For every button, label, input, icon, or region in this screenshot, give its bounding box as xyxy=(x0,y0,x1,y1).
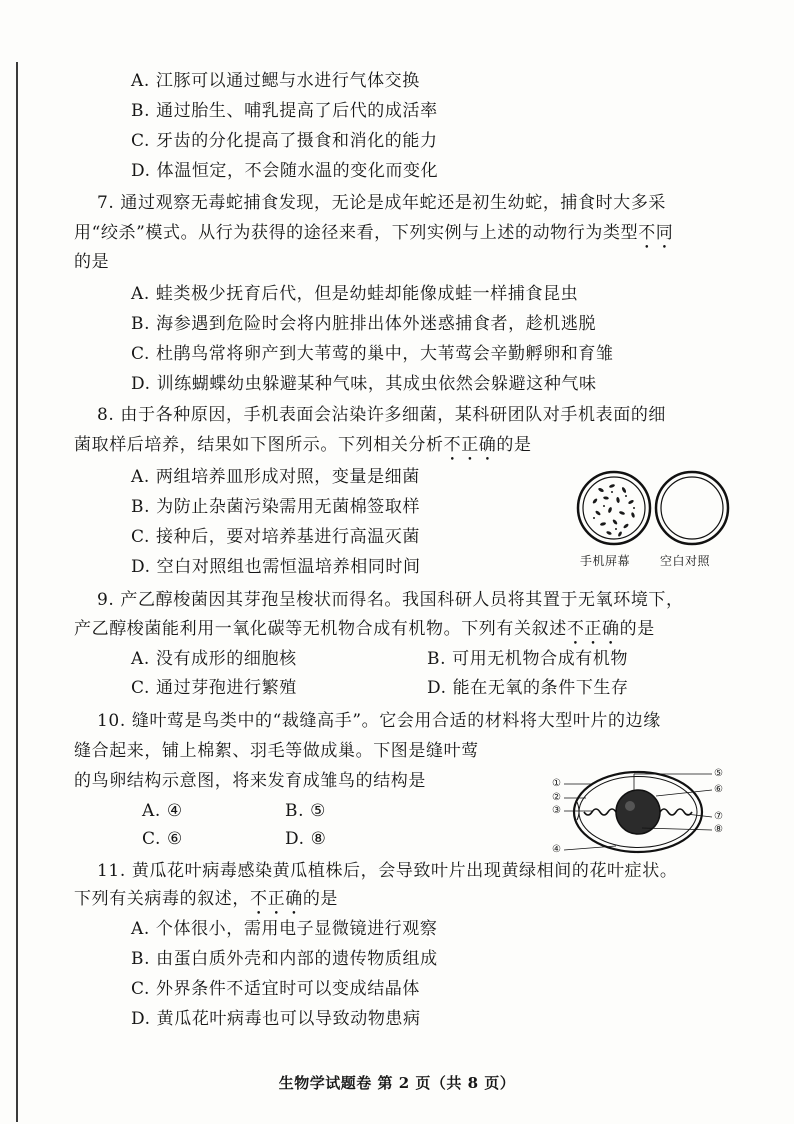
q9-option-b: B. 可用无机物合成有机物 xyxy=(427,649,629,669)
q10-option-c: C. ⑥ xyxy=(142,829,183,849)
q11-stem-line1: 11. 黄瓜花叶病毒感染黄瓜植株后，会导致叶片出现黄绿相间的花叶症状。 xyxy=(97,861,678,881)
q11-option-c: C. 外界条件不适宜时可以变成结晶体 xyxy=(131,979,421,999)
q6-option-b: B. 通过胎生、哺乳提高了后代的成活率 xyxy=(131,101,438,121)
q10-option-d: D. ⑧ xyxy=(285,829,327,849)
petri-label-phone-screen: 手机屏幕 xyxy=(580,554,631,568)
q7-option-c: C. 杜鹃鸟常将卵产到大苇莺的巢中，大苇莺会辛勤孵卵和育雏 xyxy=(131,344,614,364)
q9-stem-line1: 9. 产乙醇梭菌因其芽孢呈梭状而得名。我国科研人员将其置于无氧环境下， xyxy=(97,590,684,610)
q7-option-b: B. 海参遇到危险时会将内脏排出体外迷惑捕食者，趁机逃脱 xyxy=(131,314,597,334)
q8-option-b: B. 为防止杂菌污染需用无菌棉签取样 xyxy=(131,497,421,517)
egg-callout-5: ⑤ xyxy=(714,768,723,779)
egg-callout-8: ⑧ xyxy=(714,824,723,835)
petri-label-blank-control: 空白对照 xyxy=(660,554,711,568)
q8-option-d: D. 空白对照组也需恒温培养相同时间 xyxy=(131,557,421,577)
q10-stem-line3: 的鸟卵结构示意图，将来发育成雏鸟的结构是 xyxy=(74,771,426,791)
bird-egg-diagram xyxy=(546,768,746,858)
q10-stem-line1: 10. 缝叶莺是鸟类中的“裁缝高手”。它会用合适的材料将大型叶片的边缘 xyxy=(97,711,661,731)
q9-option-d: D. 能在无氧的条件下生存 xyxy=(427,678,629,698)
egg-callout-2: ② xyxy=(552,792,561,803)
egg-callout-1: ① xyxy=(552,778,561,789)
petri-dish-figure xyxy=(576,468,730,578)
q11-option-d: D. 黄瓜花叶病毒也可以导致动物患病 xyxy=(131,1009,421,1029)
q6-option-a: A. 江豚可以通过鳃与水进行气体交换 xyxy=(131,71,420,91)
q11-option-b: B. 由蛋白质外壳和内部的遗传物质组成 xyxy=(131,949,438,969)
q11-stem-line2: 下列有关病毒的叙述，不正确的是 xyxy=(74,889,339,909)
q8-emphasis: 不正确 xyxy=(443,435,497,455)
egg-callout-4: ④ xyxy=(552,844,561,855)
q7-stem-line1: 7. 通过观察无毒蛇捕食发现，无论是成年蛇还是初生幼蛇，捕食时大多采 xyxy=(97,193,667,213)
q9-option-c: C. 通过芽孢进行繁殖 xyxy=(131,678,297,698)
q8-stem-line2: 菌取样后培养，结果如下图所示。下列相关分析不正确的是 xyxy=(74,435,532,455)
q7-stem-line3: 的是 xyxy=(74,252,110,272)
q8-option-a: A. 两组培养皿形成对照，变量是细菌 xyxy=(131,467,420,487)
q10-option-b: B. ⑤ xyxy=(285,801,326,821)
q9-option-a: A. 没有成形的细胞核 xyxy=(131,649,297,669)
q8-stem-line1: 8. 由于各种原因，手机表面会沾染许多细菌，某科研团队对手机表面的细 xyxy=(97,405,667,425)
q7-option-d: D. 训练蝴蝶幼虫躲避某种气味，其成虫依然会躲避这种气味 xyxy=(131,374,597,394)
egg-callout-7: ⑦ xyxy=(714,811,723,822)
q10-stem-line2: 缝合起来，铺上棉絮、羽毛等做成巢。下图是缝叶莺 xyxy=(74,741,479,761)
q11-option-a: A. 个体很小，需用电子显微镜进行观察 xyxy=(131,919,438,939)
q9-emphasis: 不正确 xyxy=(566,619,620,639)
egg-callout-6: ⑥ xyxy=(714,784,723,795)
q7-option-a: A. 蛙类极少抚育后代，但是幼蛙却能像成蛙一样捕食昆虫 xyxy=(131,284,579,304)
q11-emphasis: 不正确 xyxy=(250,889,303,909)
q7-emphasis: 不同 xyxy=(638,223,674,243)
q8-option-c: C. 接种后，要对培养基进行高温灭菌 xyxy=(131,527,421,547)
binding-margin-line xyxy=(16,62,18,1122)
q9-stem-line2: 产乙醇梭菌能利用一氧化碳等无机物合成有机物。下列有关叙述不正确的是 xyxy=(74,619,655,639)
q10-option-a: A. ④ xyxy=(142,801,183,821)
page-footer: 生物学试题卷 第 2 页（共 8 页） xyxy=(278,1074,516,1092)
q7-stem-line2: 用“绞杀”模式。从行为获得的途径来看，下列实例与上述的动物行为类型不同 xyxy=(74,223,674,243)
egg-callout-3: ③ xyxy=(552,805,561,816)
petri-dishes-svg xyxy=(576,468,730,552)
q6-option-c: C. 牙齿的分化提高了摄食和消化的能力 xyxy=(131,131,438,151)
q6-option-d: D. 体温恒定，不会随水温的变化而变化 xyxy=(131,161,439,181)
